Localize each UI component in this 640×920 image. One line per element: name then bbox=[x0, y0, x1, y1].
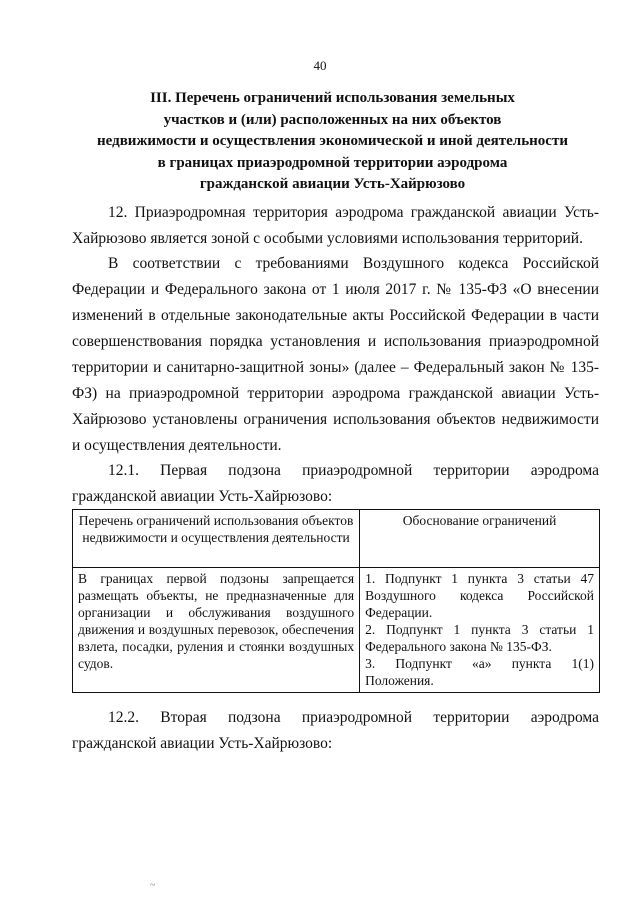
heading-line: гражданской авиации Усть-Хайрюзово bbox=[199, 176, 466, 192]
table-header-row bbox=[73, 510, 600, 568]
paragraph-12-2: 12.2. Вторая подзона приаэродромной территории аэродрома гражданской авиации Усть-Хайрюзово: bbox=[72, 709, 599, 752]
scan-mark: ~ bbox=[150, 880, 156, 891]
basis-item: 3. Подпункт «а» пункта 1(1) Положения. bbox=[365, 656, 594, 688]
heading-line: участков и (или) расположенных на них объектов bbox=[163, 111, 502, 128]
table-header-restrictions: Перечень ограничений использования объектов недвижимости и осуществления деятельности bbox=[73, 510, 360, 568]
paragraph-legal-basis: В соответствии с требованиями Воздушного кодекса Российской Федерации и Федерального закона от 1 июля 2017 г. № 135-ФЗ «О внесении изменений в отдельные законодательные акты Российской Федерации в части совершенствования порядка установления и использования приаэродромной территории и санитарно-защитной зоны» (далее – Федеральный закон № 135-ФЗ) на приаэродромной территории аэродрома гражданской авиации Усть-Хайрюзово установлены ограничения использования объектов недвижимости и осуществления деятельности. bbox=[72, 255, 599, 454]
paragraph-12-1: 12.1. Первая подзона приаэродромной территории аэродрома гражданской авиации Усть-Хайрюзово: bbox=[72, 462, 599, 505]
table-header-basis: Обоснование ограничений bbox=[360, 510, 600, 568]
heading-line: недвижимости и осуществления экономической и иной деятельности bbox=[97, 133, 568, 149]
restrictions-table bbox=[72, 509, 600, 693]
paragraph-12: 12. Приаэродромная территория аэродрома гражданской авиации Усть-Хайрюзово является зоной с особыми условиями использования территорий. bbox=[72, 204, 599, 247]
section-heading bbox=[60, 88, 605, 196]
table-cell-restriction: В границах первой подзоны запрещается размещать объекты, не предназначенные для организации и обслуживания воздушного движения и воздушных перевозок, обеспечения взлета, посадки, руления и стоянки воздушных судов. bbox=[73, 568, 360, 693]
heading-line: III. Перечень ограничений использования земельных bbox=[150, 90, 515, 106]
table-row bbox=[73, 568, 600, 693]
basis-item: 2. Подпункт 1 пункта 3 статьи 1 Федерального закона № 135-ФЗ. bbox=[365, 622, 594, 654]
table-cell-basis bbox=[360, 568, 600, 693]
page-number: 40 bbox=[313, 58, 327, 73]
heading-line: в границах приаэродромной территории аэродрома bbox=[157, 154, 508, 171]
basis-item: 1. Подпункт 1 пункта 3 статьи 47 Воздушного кодекса Российской Федерации. bbox=[365, 571, 594, 620]
